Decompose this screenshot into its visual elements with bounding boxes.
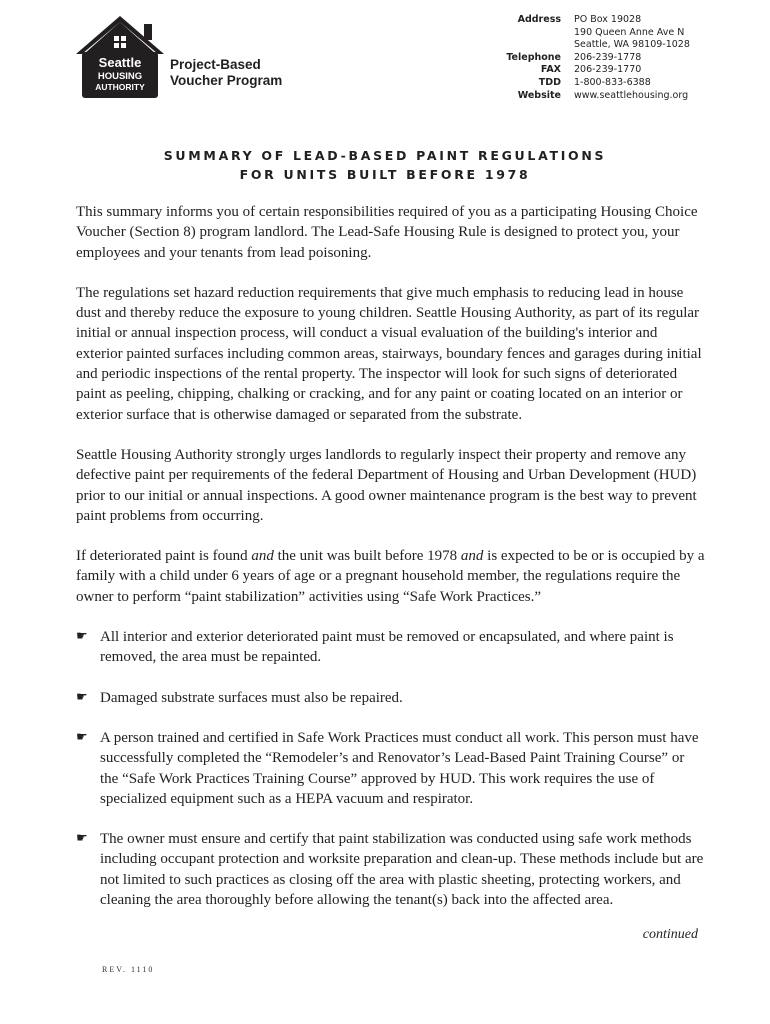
pointing-hand-icon: ☛ [76,689,88,705]
seattle-housing-authority-logo [74,14,166,100]
contact-row [495,64,690,77]
list-item [76,829,706,910]
contact-row [495,77,690,90]
continued-note: continued [642,927,698,942]
logo-text-seattle: Seattle [98,55,142,70]
paragraph-urges: Seattle Housing Authority strongly urges landlords to regularly inspect their property and remove any defective paint per requirements of the federal Department of Housing and Urban Development (HUD) prior to our initial or annual inspections. A good owner maintenance program is the best way to prevent paint problems from occurring. [76,446,697,524]
list-item-text: A person trained and certified in Safe Work Practices must conduct all work. This person must have successfully completed the “Remodeler’s and Renovator’s Lead-Based Paint Training Course” or the “Safe Work Practices Training Course” approved by HUD. This work requires the use of specialized equipment such as a HEPA vacuum and respirator. [100,729,699,807]
paragraph-intro: This summary informs you of certain responsibilities required of you as a participating Housing Choice Voucher (Section 8) program landlord. The Lead-Safe Housing Rule is designed to protect you, your employees and your tenants from lead poisoning. [76,204,698,261]
document-title [0,146,770,184]
list-item [76,627,706,668]
paragraph-regulations: The regulations set hazard reduction requirements that give much emphasis to reducing lead in house dust and thereby reduce the exposure to young children. Seattle Housing Authority, as part of its regular initial or annual inspection process, will conduct a visual evaluation of the building's interior and exterior painted surfaces including common areas, stairways, boundary fences and garages during initial and periodic inspections of the rental property. The inspector will look for such signs of deteriorated paint as peeling, chipping, chalking or cracking, and for any paint or coating located on an interior or exterior surface that is otherwise damaged or separated from the substrate. [76,284,702,423]
emphasis-and: and [251,548,274,565]
contact-row [495,14,690,27]
list-item [76,728,706,809]
contact-value: 1-800-833-6388 [574,76,651,88]
website-link[interactable]: www.seattlehousing.org [574,89,689,101]
list-item-text: Damaged substrate surfaces must also be repaired. [100,689,403,706]
contact-label: Telephone [506,51,561,63]
emphasis-and: and [460,548,484,565]
title-line2: FOR UNITS BUILT BEFORE 1978 [239,167,531,182]
requirements-list [76,627,706,910]
contact-row [495,52,690,65]
logo-text-housing: HOUSING [97,71,143,82]
program-name-line2: Voucher Program [170,73,283,88]
program-name-line1: Project-Based [170,57,261,72]
program-name [170,57,282,89]
contact-label [495,39,574,52]
text-run: is expected to be or is occupied by a family with a child under 6 years of age or a pregnant household member, the regulations require the owner to perform “paint stabilization” activities using “Safe Work Practices.” [76,548,705,605]
contact-block [495,14,690,102]
text-run: If deteriorated paint is found [76,548,252,565]
revision-code: REV. 1110 [102,965,155,974]
contact-label: TDD [538,76,561,88]
contact-label: Website [517,89,561,101]
contact-row [495,27,690,40]
contact-label: FAX [540,64,561,76]
contact-label [495,27,574,40]
list-item-text: All interior and exterior deteriorated paint must be removed or encapsulated, and where paint is removed, the area must be repainted. [100,629,674,666]
logo-text-authority: AUTHORITY [95,82,145,92]
contact-value: 206-239-1778 [574,51,642,63]
contact-value: Seattle, WA 98109-1028 [574,39,690,51]
title-line1: SUMMARY OF LEAD-BASED PAINT REGULATIONS [163,148,607,163]
list-item [76,688,706,708]
document-body [76,202,706,930]
text-run: the unit was built before 1978 [273,548,461,565]
contact-row [495,90,690,103]
paragraph-deteriorated-paint [76,546,706,607]
pointing-hand-icon: ☛ [76,629,88,645]
contact-value: 206-239-1770 [574,64,642,76]
pointing-hand-icon: ☛ [76,729,88,745]
pointing-hand-icon: ☛ [76,831,88,847]
contact-label: Address [517,14,561,25]
contact-row [495,39,690,52]
contact-value: PO Box 19028 [574,14,642,25]
list-item-text: The owner must ensure and certify that paint stabilization was conducted using safe work methods including occupant protection and worksite preparation and clean-up. These methods include but are not limited to such practices as closing off the area with plastic sheeting, protecting workers, and cleaning the area thoroughly before allowing the tenant(s) back into the affected area. [100,831,704,909]
contact-value: 190 Queen Anne Ave N [574,26,685,38]
